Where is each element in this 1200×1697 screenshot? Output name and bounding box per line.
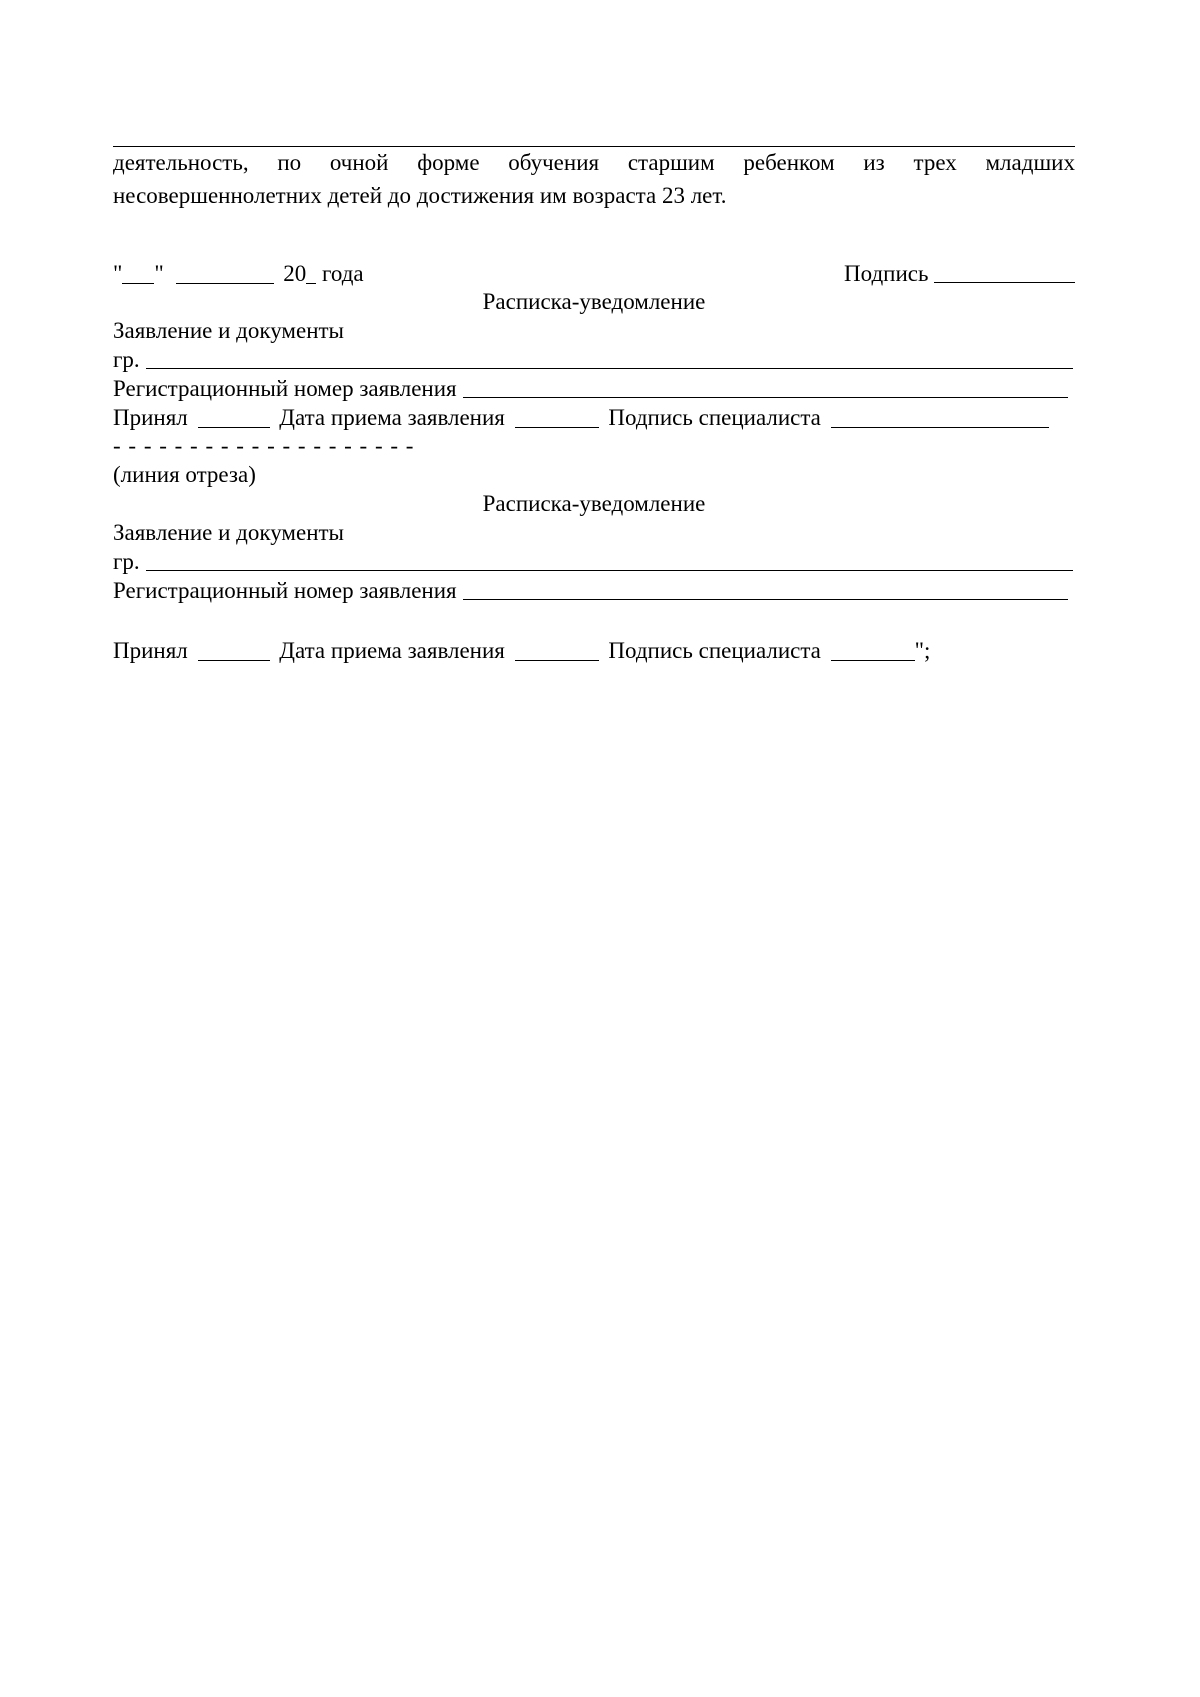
accepted-line-1 (113, 404, 1049, 432)
citizen-line-1 (113, 346, 1073, 374)
word: трех (913, 150, 957, 175)
signature-line (844, 260, 1075, 288)
signature-blank[interactable] (934, 262, 1075, 283)
date-line (113, 260, 364, 288)
receipt-title-1: Расписка-уведомление (482, 289, 706, 314)
date-open-quote: " (113, 261, 123, 286)
reg-number-blank-1[interactable] (463, 377, 1068, 398)
citizen-line-2 (113, 548, 1073, 576)
accepted-blank-1[interactable] (198, 409, 270, 428)
year-blank[interactable] (306, 265, 316, 284)
paragraph-line-2: несовершеннолетних детей до достижения им возраста 23 лет. (113, 183, 727, 208)
word: очной (329, 150, 389, 175)
accept-date-label-2: Дата приема заявления (279, 638, 505, 663)
specialist-sig-label-2: Подпись специалиста (608, 638, 821, 663)
word: старшим (627, 150, 715, 175)
cut-line-label: (линия отреза) (113, 462, 256, 487)
day-blank[interactable] (122, 265, 154, 284)
specialist-sig-label-1: Подпись специалиста (608, 405, 821, 430)
accept-date-blank-2[interactable] (515, 642, 599, 661)
word: ребенком (743, 150, 835, 175)
reg-number-label-2: Регистрационный номер заявления (113, 578, 457, 603)
citizen-prefix-1: гр. (113, 347, 140, 372)
word: младших (985, 150, 1075, 175)
reg-number-line-1 (113, 375, 1068, 403)
receipt-title-2: Расписка-уведомление (482, 491, 706, 516)
closing-mark: "; (914, 638, 931, 663)
accept-date-label-1: Дата приема заявления (279, 405, 505, 430)
signature-label: Подпись (844, 261, 929, 286)
statement-label-2: Заявление и документы (113, 520, 345, 545)
specialist-sig-blank-2[interactable] (831, 642, 915, 661)
citizen-blank-1[interactable] (146, 348, 1073, 369)
month-blank[interactable] (176, 265, 274, 284)
date-suffix: года (322, 261, 364, 286)
top-rule (113, 146, 1075, 147)
word: из (863, 150, 885, 175)
reg-number-label-1: Регистрационный номер заявления (113, 376, 457, 401)
accepted-blank-2[interactable] (198, 642, 270, 661)
citizen-prefix-2: гр. (113, 549, 140, 574)
reg-number-blank-2[interactable] (463, 579, 1068, 600)
statement-label-1: Заявление и документы (113, 318, 345, 343)
word: форме (417, 150, 480, 175)
citizen-blank-2[interactable] (146, 550, 1073, 571)
word: по (277, 150, 302, 175)
accepted-label-2: Принял (113, 638, 188, 663)
cut-dashes: - - - - - - - - - - - - - - - - - - - - (113, 433, 415, 458)
word: обучения (508, 150, 600, 175)
accept-date-blank-1[interactable] (515, 409, 599, 428)
paragraph-line-1 (113, 149, 1075, 177)
accepted-line-2 (113, 637, 930, 665)
word: деятельность, (113, 150, 249, 175)
specialist-sig-blank-1[interactable] (831, 409, 1049, 428)
year-prefix: 20 (283, 261, 307, 286)
reg-number-line-2 (113, 577, 1068, 605)
accepted-label-1: Принял (113, 405, 188, 430)
date-close-quote: " (154, 261, 164, 286)
